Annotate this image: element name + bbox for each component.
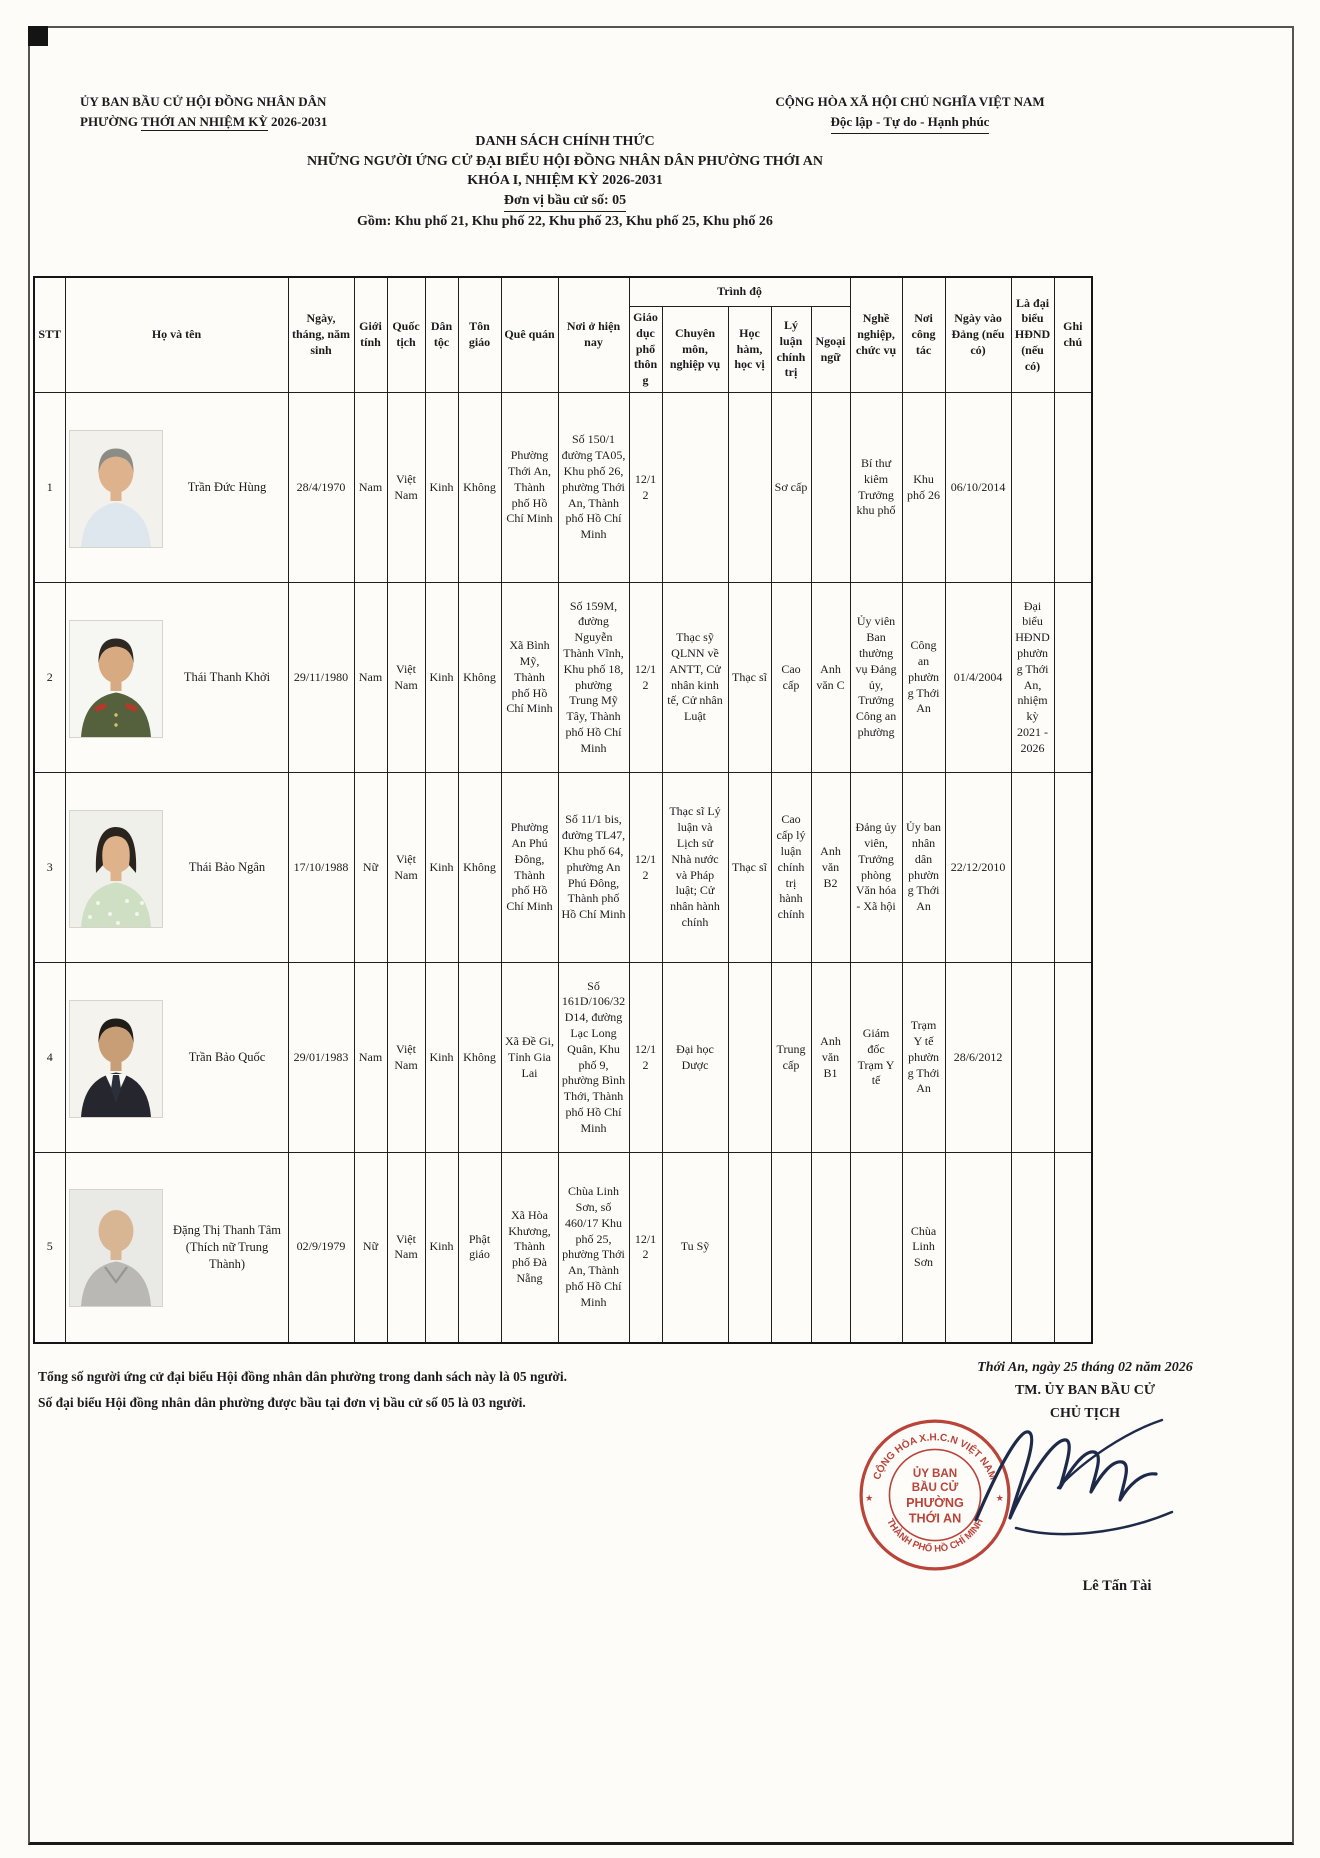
org-right-line1: CỘNG HÒA XÃ HỘI CHỦ NGHĨA VIỆT NAM — [775, 94, 1045, 109]
stamp-center-line2: BẦU CỬ — [911, 1480, 959, 1494]
candidate-name: Thái Bảo Ngân — [188, 860, 266, 875]
table-row — [34, 1153, 1092, 1343]
cell-dob: 17/10/1988 — [288, 773, 354, 963]
stamp-center-line4: THỚI AN — [908, 1511, 962, 1526]
table-header — [34, 277, 1092, 393]
cell-residence: Số 11/1 bis, đường TL47, Khu phố 64, phường An Phú Đông, Thành phố Hồ Chí Minh — [558, 773, 629, 963]
header-politics: Lý luận chính trị — [771, 307, 811, 393]
cell-religion: Không — [458, 963, 501, 1153]
cell-qualification: Thạc sĩ Lý luận và Lịch sử Nhà nước và Pháp luật; Cử nhân hành chính — [662, 773, 728, 963]
cell-gender: Nam — [354, 583, 387, 773]
header-party-date: Ngày vào Đảng (nếu có) — [945, 277, 1011, 393]
signer-name: Lê Tấn Tài — [1082, 1578, 1152, 1594]
org-left-line2: PHƯỜNG THỚI AN NHIỆM KỲ 2026-2031 — [80, 114, 328, 129]
cell-politics: Trung cấp — [771, 963, 811, 1153]
scan-corner-mark — [28, 26, 48, 46]
cell-religion: Không — [458, 393, 501, 583]
header-residence: Nơi ở hiện nay — [558, 277, 629, 393]
table-body — [34, 393, 1092, 1343]
cell-hometown: Phường Thới An, Thành phố Hồ Chí Minh — [501, 393, 558, 583]
candidate-photo — [69, 1000, 163, 1116]
cell-education: 12/12 — [629, 963, 662, 1153]
cell-dob: 02/9/1979 — [288, 1153, 354, 1343]
cell-dob: 29/11/1980 — [288, 583, 354, 773]
cell-note — [1054, 583, 1092, 773]
cell-nationality: Việt Nam — [387, 773, 425, 963]
cell-degree — [728, 393, 771, 583]
title-line2: NHỮNG NGƯỜI ỨNG CỬ ĐẠI BIỂU HỘI ĐỒNG NHÂN DÂN PHƯỜNG THỚI AN — [307, 153, 823, 169]
cell-ethnicity: Kinh — [425, 1153, 458, 1343]
cell-party_date: 06/10/2014 — [945, 393, 1011, 583]
cell-politics — [771, 1153, 811, 1343]
cell-workplace: Chùa Linh Sơn — [902, 1153, 945, 1343]
issuing-org-block — [80, 92, 327, 132]
header-religion: Tôn giáo — [458, 277, 501, 393]
header-workplace: Nơi công tác — [902, 277, 945, 393]
cell-politics: Sơ cấp — [771, 393, 811, 583]
title-line3: KHÓA I, NHIỆM KỲ 2026-2031 — [467, 173, 663, 188]
cell-politics: Cao cấp — [771, 583, 811, 773]
cell-education: 12/12 — [629, 393, 662, 583]
cell-nationality: Việt Nam — [387, 1153, 425, 1343]
candidate-photo — [69, 810, 163, 926]
cell-religion: Không — [458, 583, 501, 773]
cell-gender: Nam — [354, 393, 387, 583]
signing-org: TM. ỦY BAN BẦU CỬ — [1014, 1383, 1156, 1398]
cell-workplace: Khu phố 26 — [902, 393, 945, 583]
cell-occupation — [850, 1153, 902, 1343]
cell-dob: 29/01/1983 — [288, 963, 354, 1153]
chairman-signature — [958, 1408, 1198, 1558]
cell-council: Đại biểu HĐND phường Thới An, nhiệm kỳ 2021 - 2026 — [1011, 583, 1054, 773]
header-education: Giáo dục phổ thông — [629, 307, 662, 393]
title-line1: DANH SÁCH CHÍNH THỨC — [475, 134, 655, 149]
table-row — [34, 583, 1092, 773]
cell-gender: Nữ — [354, 1153, 387, 1343]
cell-workplace: Trạm Y tế phường Thới An — [902, 963, 945, 1153]
cell-residence: Số 159M, đường Nguyễn Thành Vĩnh, Khu phố 18, phường Trung Mỹ Tây, Thành phố Hồ Chí Minh — [558, 583, 629, 773]
cell-religion: Không — [458, 773, 501, 963]
header-note: Ghi chú — [1054, 277, 1092, 393]
org-left-line1: ỦY BAN BẦU CỬ HỘI ĐỒNG NHÂN DÂN — [80, 94, 327, 109]
table-row — [34, 963, 1092, 1153]
cell-party_date: 01/4/2004 — [945, 583, 1011, 773]
cell-workplace: Công an phường Thới An — [902, 583, 945, 773]
cell-note — [1054, 773, 1092, 963]
cell-religion: Phật giáo — [458, 1153, 501, 1343]
cell-degree — [728, 963, 771, 1153]
cell-name — [65, 393, 288, 583]
title-line5: Gồm: Khu phố 21, Khu phố 22, Khu phố 23, Khu phố 25, Khu phố 26 — [357, 214, 773, 229]
date-line: Thới An, ngày 25 tháng 02 năm 2026 — [977, 1360, 1193, 1375]
cell-education: 12/12 — [629, 583, 662, 773]
cell-politics: Cao cấp lý luận chính trị hành chính — [771, 773, 811, 963]
cell-qualification: Đại học Dược — [662, 963, 728, 1153]
cell-stt: 2 — [34, 583, 65, 773]
table-row — [34, 393, 1092, 583]
signing-title: CHỦ TỊCH — [1049, 1406, 1121, 1421]
cell-hometown: Xã Bình Mỹ, Thành phố Hồ Chí Minh — [501, 583, 558, 773]
header-qualification: Chuyên môn, nghiệp vụ — [662, 307, 728, 393]
candidate-name: Trần Đức Hùng — [187, 480, 267, 495]
cell-language: Anh văn B1 — [811, 963, 850, 1153]
header-occupation: Nghề nghiệp, chức vụ — [850, 277, 902, 393]
cell-language: Anh văn B2 — [811, 773, 850, 963]
candidate-photo — [69, 430, 163, 546]
header-stt: STT — [34, 277, 65, 393]
cell-name — [65, 583, 288, 773]
cell-degree — [728, 1153, 771, 1343]
header-name: Họ và tên — [65, 277, 288, 393]
stamp-star-right-icon: ★ — [995, 1493, 1004, 1504]
cell-nationality: Việt Nam — [387, 393, 425, 583]
header-council: Là đại biểu HĐND (nếu có) — [1011, 277, 1054, 393]
cell-language — [811, 1153, 850, 1343]
cell-hometown: Xã Hòa Khương, Thành phố Đà Nẵng — [501, 1153, 558, 1343]
cell-council — [1011, 1153, 1054, 1343]
cell-stt: 4 — [34, 963, 65, 1153]
cell-education: 12/12 — [629, 773, 662, 963]
cell-gender: Nam — [354, 963, 387, 1153]
header-dob: Ngày, tháng, năm sinh — [288, 277, 354, 393]
cell-nationality: Việt Nam — [387, 583, 425, 773]
cell-stt: 5 — [34, 1153, 65, 1343]
cell-occupation: Ủy viên Ban thường vụ Đảng ủy, Trưởng Công an phường — [850, 583, 902, 773]
cell-note — [1054, 963, 1092, 1153]
cell-note — [1054, 1153, 1092, 1343]
summary-line2: Số đại biểu Hội đồng nhân dân phường được bầu tại đơn vị bầu cử số 05 là 03 người. — [38, 1395, 526, 1410]
summary-block — [38, 1364, 728, 1416]
title-line4: Đơn vị bầu cử số: 05 — [0, 191, 1130, 213]
cell-name — [65, 773, 288, 963]
summary-line1: Tổng số người ứng cử đại biểu Hội đồng nhân dân phường trong danh sách này là 05 người. — [38, 1369, 567, 1384]
cell-ethnicity: Kinh — [425, 583, 458, 773]
cell-stt: 1 — [34, 393, 65, 583]
cell-degree: Thạc sĩ — [728, 773, 771, 963]
candidates-table — [33, 276, 1093, 1344]
cell-qualification: Tu Sỹ — [662, 1153, 728, 1343]
cell-dob: 28/4/1970 — [288, 393, 354, 583]
cell-hometown: Phường An Phú Đông, Thành phố Hồ Chí Minh — [501, 773, 558, 963]
cell-party_date: 22/12/2010 — [945, 773, 1011, 963]
cell-name — [65, 1153, 288, 1343]
org-right-line2: Độc lập - Tự do - Hạnh phúc — [745, 112, 1075, 134]
cell-language: Anh văn C — [811, 583, 850, 773]
stamp-center-line3: PHƯỜNG — [906, 1496, 964, 1511]
header-ethnicity: Dân tộc — [425, 277, 458, 393]
cell-occupation: Đảng ủy viên, Trưởng phòng Văn hóa - Xã hội — [850, 773, 902, 963]
candidate-name: Đặng Thị Thanh Tâm (Thích nữ Trung Thành) — [173, 1223, 281, 1271]
candidate-name: Trần Bảo Quốc — [188, 1050, 266, 1065]
cell-council — [1011, 393, 1054, 583]
cell-qualification: Thạc sỹ QLNN về ANTT, Cử nhân kinh tế, Cử nhân Luật — [662, 583, 728, 773]
cell-residence: Số 161D/106/32 D14, đường Lạc Long Quân, Khu phố 9, phường Bình Thới, Thành phố Hồ Chí Minh — [558, 963, 629, 1153]
cell-residence: Chùa Linh Sơn, số 460/17 Khu phố 25, phường Thới An, Thành phố Hồ Chí Minh — [558, 1153, 629, 1343]
candidate-name: Thái Thanh Khởi — [183, 670, 271, 685]
cell-nationality: Việt Nam — [387, 963, 425, 1153]
cell-degree: Thạc sĩ — [728, 583, 771, 773]
cell-note — [1054, 393, 1092, 583]
cell-name — [65, 963, 288, 1153]
header-degree: Học hàm, học vị — [728, 307, 771, 393]
document-title — [0, 132, 1130, 232]
candidate-photo — [69, 620, 163, 736]
stamp-star-left-icon: ★ — [865, 1493, 874, 1504]
cell-party_date — [945, 1153, 1011, 1343]
header-trinh-do: Trình độ — [629, 277, 850, 307]
cell-gender: Nữ — [354, 773, 387, 963]
header-hometown: Quê quán — [501, 277, 558, 393]
cell-ethnicity: Kinh — [425, 393, 458, 583]
cell-language — [811, 393, 850, 583]
cell-occupation: Bí thư kiêm Trưởng khu phố — [850, 393, 902, 583]
cell-qualification — [662, 393, 728, 583]
cell-ethnicity: Kinh — [425, 773, 458, 963]
stamp-center-line1: ỦY BAN — [912, 1466, 958, 1480]
candidate-photo — [69, 1189, 163, 1305]
header-nationality: Quốc tịch — [387, 277, 425, 393]
cell-hometown: Xã Đề Gi, Tỉnh Gia Lai — [501, 963, 558, 1153]
cell-education: 12/12 — [629, 1153, 662, 1343]
header-language: Ngoại ngữ — [811, 307, 850, 393]
national-motto-block — [745, 92, 1075, 134]
cell-council — [1011, 963, 1054, 1153]
stamp-ring-top-text: CỘNG HÒA X.H.C.N VIỆT NAM — [871, 1432, 999, 1482]
table-row — [34, 773, 1092, 963]
cell-workplace: Ủy ban nhân dân phường Thới An — [902, 773, 945, 963]
cell-occupation: Giám đốc Trạm Y tế — [850, 963, 902, 1153]
cell-ethnicity: Kinh — [425, 963, 458, 1153]
cell-residence: Số 150/1 đường TA05, Khu phố 26, phường Thới An, Thành phố Hồ Chí Minh — [558, 393, 629, 583]
cell-stt: 3 — [34, 773, 65, 963]
header-gender: Giới tính — [354, 277, 387, 393]
cell-party_date: 28/6/2012 — [945, 963, 1011, 1153]
stamp-ring-bottom-text: THÀNH PHỐ HỒ CHÍ MINH — [884, 1516, 986, 1555]
cell-council — [1011, 773, 1054, 963]
